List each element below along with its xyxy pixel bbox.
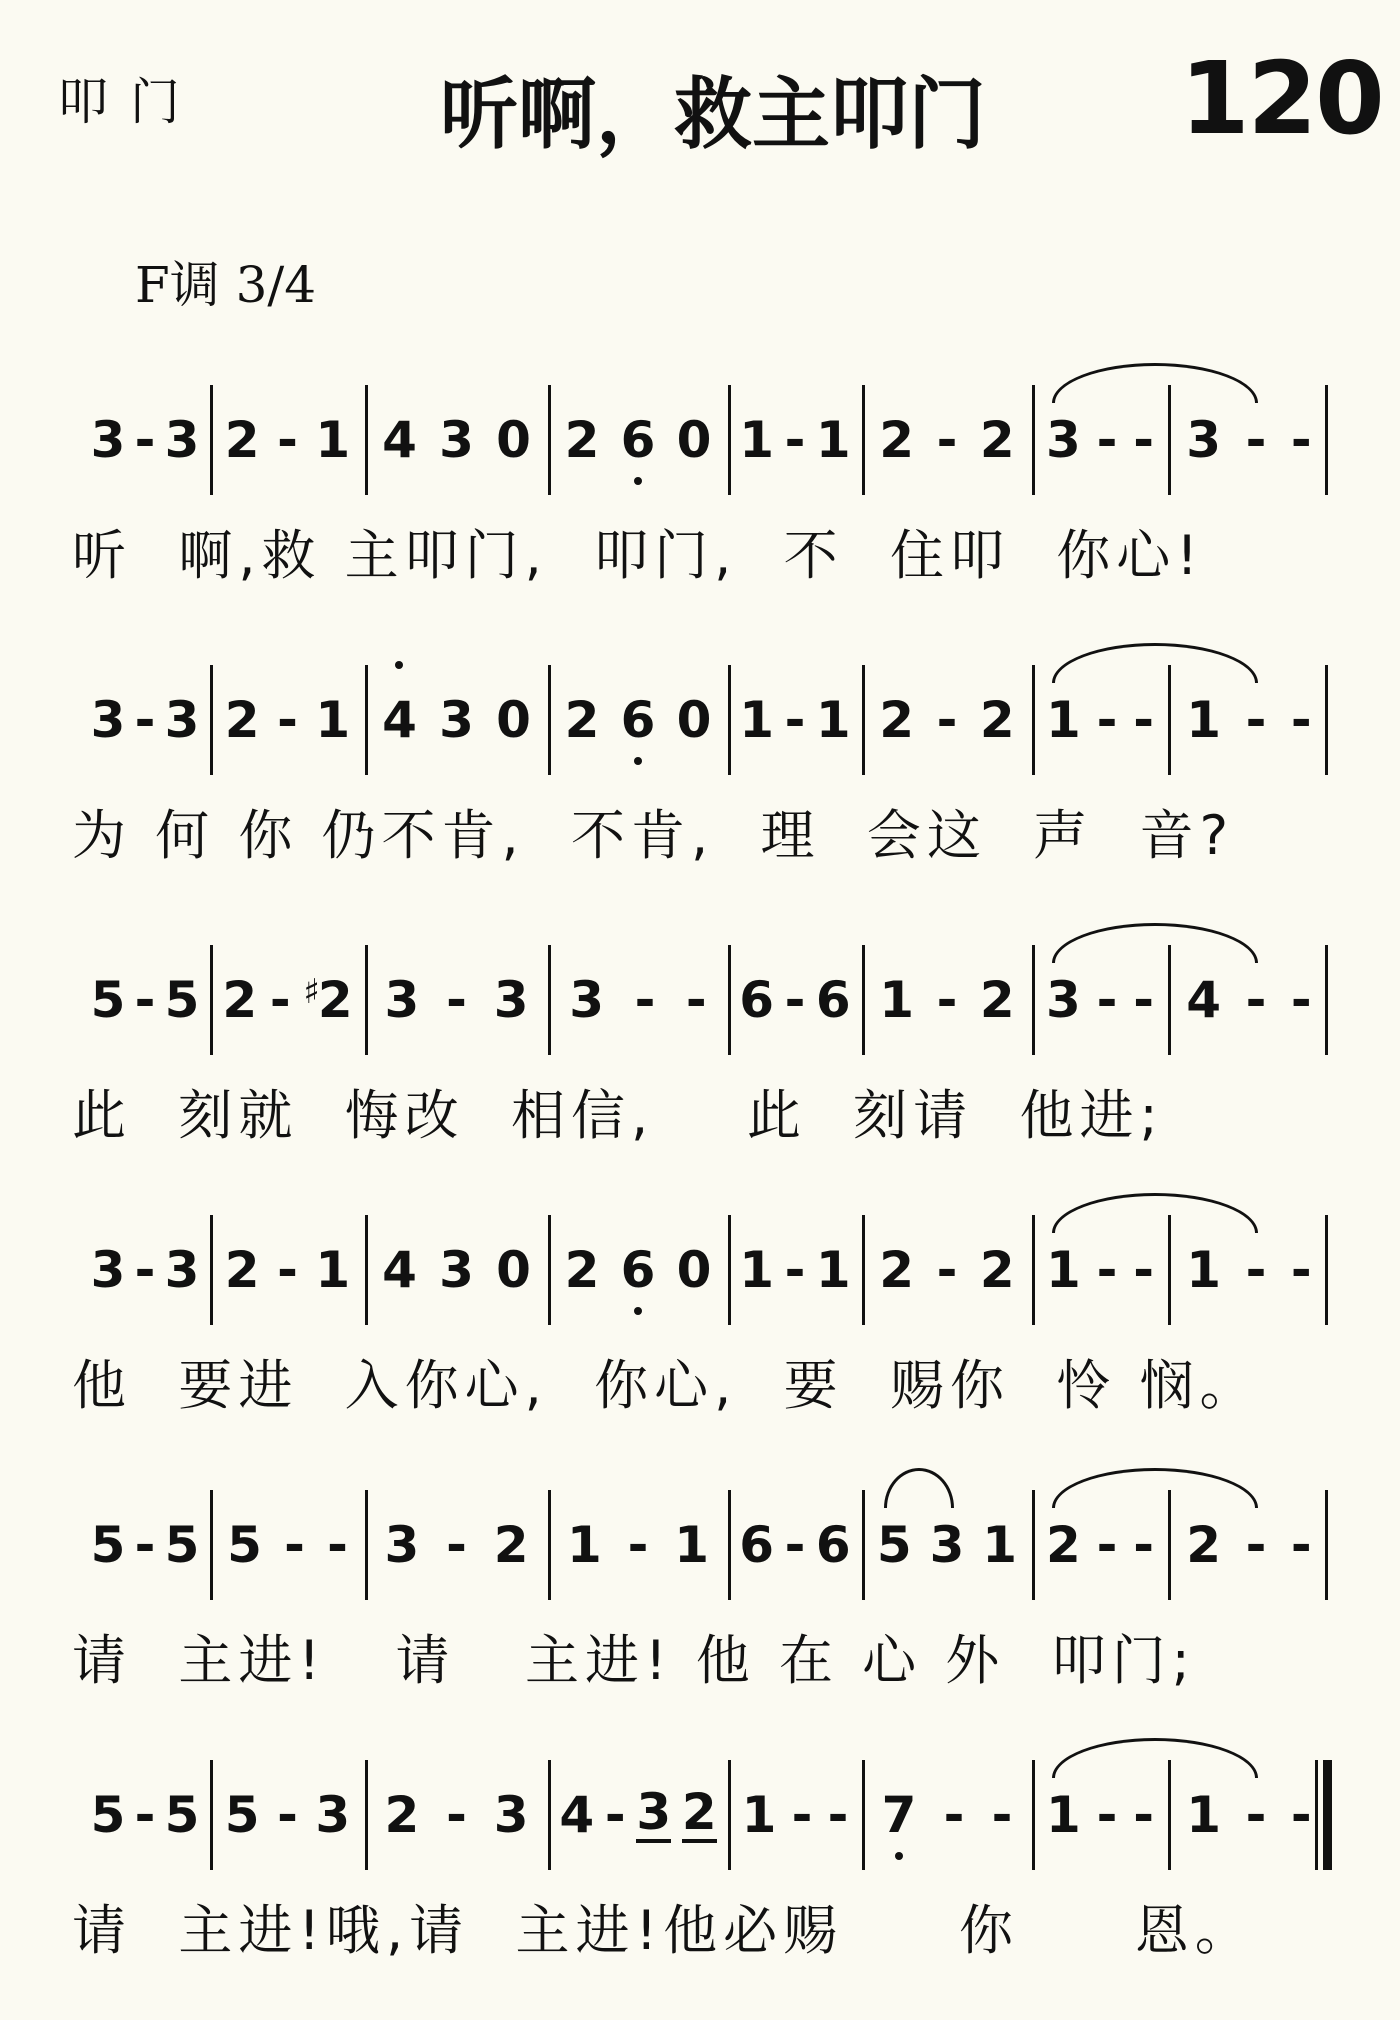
measure xyxy=(371,945,542,1055)
extension-dash: - xyxy=(936,1241,958,1299)
final-barline-thin xyxy=(1315,1760,1318,1870)
barline xyxy=(728,1215,731,1325)
measure xyxy=(371,665,542,775)
barline xyxy=(1032,1215,1035,1325)
note: 4 xyxy=(382,691,417,749)
barline xyxy=(365,945,368,1055)
extension-dash: - xyxy=(1096,1786,1118,1844)
note: 6 xyxy=(620,1241,656,1299)
lyrics-line: 听 啊,救 主叩门, 叩门, 不 住叩 你心! xyxy=(72,524,1204,587)
barline xyxy=(365,665,368,775)
note: 2 xyxy=(493,1516,529,1574)
note: 5 xyxy=(876,1516,912,1574)
extension-dash: - xyxy=(1096,411,1118,469)
extension-dash: - xyxy=(634,971,656,1029)
barline xyxy=(1325,1215,1328,1325)
barline xyxy=(365,1490,368,1600)
notation-line xyxy=(0,945,1400,1055)
barline xyxy=(862,665,865,775)
note: 5 xyxy=(227,1516,262,1574)
extension-dash: - xyxy=(784,691,806,749)
extension-dash: - xyxy=(784,971,806,1029)
note: 3 xyxy=(384,1516,420,1574)
barline xyxy=(1325,1490,1328,1600)
note: 5 xyxy=(90,1516,126,1574)
measure xyxy=(216,945,359,1055)
music-system xyxy=(0,1215,1400,1475)
notation-line xyxy=(0,1490,1400,1600)
music-system xyxy=(0,1490,1400,1750)
note: 2 xyxy=(879,1241,915,1299)
note: 3 xyxy=(439,1241,474,1299)
extension-dash: - xyxy=(784,1241,806,1299)
note: 6 xyxy=(815,1516,851,1574)
barline xyxy=(728,1490,731,1600)
extension-dash: - xyxy=(1096,1241,1118,1299)
note: 3 xyxy=(164,691,200,749)
extension-dash: - xyxy=(784,411,806,469)
note: 1 xyxy=(1186,1241,1222,1299)
measure xyxy=(734,1490,856,1600)
extension-dash: - xyxy=(277,411,298,469)
barline xyxy=(1032,385,1035,495)
measure xyxy=(216,385,359,495)
extension-dash: - xyxy=(446,1516,467,1574)
note: 5 xyxy=(90,1786,126,1844)
barline xyxy=(728,385,731,495)
note: 2 xyxy=(224,411,260,469)
hymn-category: 叩门 xyxy=(58,73,202,131)
extension-dash: - xyxy=(1290,411,1312,469)
barline xyxy=(548,665,551,775)
note: 6 xyxy=(739,1516,775,1574)
barline xyxy=(210,1760,213,1870)
extension-dash: - xyxy=(1133,1786,1155,1844)
extension-dash: - xyxy=(936,971,958,1029)
note: 2 xyxy=(979,411,1015,469)
extension-dash: - xyxy=(446,1786,467,1844)
note: 1 xyxy=(1186,691,1222,749)
final-barline-thick xyxy=(1323,1760,1332,1870)
barline xyxy=(210,665,213,775)
barline xyxy=(548,1490,551,1600)
tie-arc xyxy=(1052,643,1258,683)
extension-dash: - xyxy=(784,1516,806,1574)
extension-dash: - xyxy=(134,691,156,749)
note: 2 xyxy=(979,691,1015,749)
extension-dash: - xyxy=(1290,1516,1312,1574)
extension-dash: - xyxy=(1133,1241,1155,1299)
extension-dash: - xyxy=(1096,971,1118,1029)
barline xyxy=(1032,1490,1035,1600)
note: 1 xyxy=(1045,1786,1081,1844)
note: 1 xyxy=(739,691,775,749)
tie-arc xyxy=(1052,923,1258,963)
extension-dash: - xyxy=(1245,411,1267,469)
note: 2 xyxy=(384,1786,420,1844)
measure xyxy=(868,1760,1026,1870)
note: 3 xyxy=(315,1786,351,1844)
note: 4 xyxy=(1186,971,1222,1029)
note: 6 xyxy=(620,411,656,469)
extension-dash: - xyxy=(627,1516,649,1574)
note: 2 xyxy=(1045,1516,1081,1574)
barline xyxy=(365,1215,368,1325)
note: 2 xyxy=(879,691,915,749)
extension-dash: - xyxy=(134,411,156,469)
note: 2 xyxy=(564,1241,600,1299)
note: 1 xyxy=(1186,1786,1222,1844)
barline xyxy=(548,945,551,1055)
barline xyxy=(210,1490,213,1600)
measure xyxy=(868,665,1026,775)
note: 2 xyxy=(564,411,600,469)
note: 3 xyxy=(384,971,420,1029)
measure xyxy=(734,1215,856,1325)
measure xyxy=(554,665,722,775)
extension-dash: - xyxy=(604,1786,626,1844)
extension-dash: - xyxy=(277,1786,298,1844)
note: 2 xyxy=(222,971,258,1029)
lyrics-line: 他 要进 入你心, 你心, 要 赐你 怜 悯。 xyxy=(72,1354,1260,1417)
page-header xyxy=(0,0,1400,160)
note: 2 xyxy=(979,1241,1015,1299)
extension-dash: - xyxy=(277,691,298,749)
measure xyxy=(371,385,542,495)
measure xyxy=(868,385,1026,495)
note: 3 xyxy=(439,411,474,469)
note: 1 xyxy=(315,691,351,749)
note: 1 xyxy=(879,971,915,1029)
note: 2 xyxy=(979,971,1015,1029)
extension-dash: - xyxy=(1290,1241,1312,1299)
note: 1 xyxy=(674,1516,710,1574)
note: 3 xyxy=(164,411,200,469)
extension-dash: - xyxy=(1133,691,1155,749)
note: 1 xyxy=(815,691,851,749)
lyrics-line: 此 刻就 悔改 相信, 此 刻请 他进; xyxy=(72,1084,1164,1147)
note: 1 xyxy=(982,1516,1018,1574)
extension-dash: - xyxy=(1133,971,1155,1029)
note: 5 xyxy=(224,1786,260,1844)
barline xyxy=(862,1490,865,1600)
note: 1 xyxy=(815,1241,851,1299)
barline xyxy=(548,1760,551,1870)
measure xyxy=(86,665,204,775)
barline xyxy=(210,1215,213,1325)
extension-dash: - xyxy=(1133,1516,1155,1574)
note: 2 xyxy=(564,691,600,749)
note: 1 xyxy=(566,1516,602,1574)
note: 3 xyxy=(1045,411,1081,469)
notation-line xyxy=(0,385,1400,495)
measure xyxy=(554,1760,722,1870)
note: 5 xyxy=(164,971,200,1029)
measure xyxy=(868,1215,1026,1325)
extension-dash: - xyxy=(943,1786,965,1844)
note: 4 xyxy=(382,411,417,469)
note: 1 xyxy=(1045,1241,1081,1299)
measure xyxy=(216,1215,359,1325)
extension-dash: - xyxy=(1290,971,1312,1029)
hymn-number: 120 xyxy=(1180,40,1383,157)
rest: 0 xyxy=(496,411,531,469)
rest: 0 xyxy=(676,411,712,469)
notation-line xyxy=(0,1760,1400,1870)
barline xyxy=(1032,945,1035,1055)
extension-dash: - xyxy=(1290,691,1312,749)
lyrics-line: 请 主进!哦,请 主进!他必赐 你 恩。 xyxy=(72,1899,1255,1962)
extension-dash: - xyxy=(269,971,291,1029)
note: 5 xyxy=(164,1516,200,1574)
note: 2 xyxy=(224,1241,260,1299)
measure xyxy=(86,945,204,1055)
extension-dash: - xyxy=(446,971,467,1029)
lyrics-line: 为 何 你 仍不肯, 不肯, 理 会这 声 音? xyxy=(72,804,1235,867)
measure xyxy=(734,945,856,1055)
barline xyxy=(862,385,865,495)
extension-dash: - xyxy=(1096,1516,1118,1574)
measure xyxy=(734,385,856,495)
note: 3 xyxy=(1045,971,1081,1029)
barline xyxy=(210,385,213,495)
note: 3 xyxy=(493,1786,529,1844)
note: 1 xyxy=(1045,691,1081,749)
extension-dash: - xyxy=(791,1786,813,1844)
measure xyxy=(86,1760,204,1870)
extension-dash: - xyxy=(1245,1241,1267,1299)
barline xyxy=(548,1215,551,1325)
measure xyxy=(371,1760,542,1870)
note: 4 xyxy=(559,1786,595,1844)
barline xyxy=(365,385,368,495)
measure xyxy=(86,1215,204,1325)
rest: 0 xyxy=(496,691,531,749)
extension-dash: - xyxy=(1290,1786,1312,1844)
extension-dash: - xyxy=(284,1516,305,1574)
note: 6 xyxy=(620,691,656,749)
barline xyxy=(728,945,731,1055)
note: 6 xyxy=(815,971,851,1029)
barline xyxy=(1325,665,1328,775)
extension-dash: - xyxy=(1245,971,1267,1029)
barline xyxy=(1032,1760,1035,1870)
note: 3 xyxy=(636,1783,672,1841)
tie-arc xyxy=(1052,363,1258,403)
extension-dash: - xyxy=(1133,411,1155,469)
note: 1 xyxy=(741,1786,777,1844)
measure xyxy=(86,385,204,495)
extension-dash: - xyxy=(1245,691,1267,749)
measure xyxy=(554,385,722,495)
barline xyxy=(210,945,213,1055)
note: 1 xyxy=(315,1241,351,1299)
note: 3 xyxy=(439,691,474,749)
extension-dash: - xyxy=(277,1241,298,1299)
extension-dash: - xyxy=(685,971,707,1029)
measure xyxy=(554,1490,722,1600)
note: 2 xyxy=(879,411,915,469)
note: 1 xyxy=(739,1241,775,1299)
extension-dash: - xyxy=(327,1516,348,1574)
hymn-title: 听啊，救主叩门 xyxy=(440,70,987,160)
note: 7 xyxy=(881,1786,917,1844)
notation-line xyxy=(0,665,1400,775)
barline xyxy=(1325,945,1328,1055)
note: 1 xyxy=(739,411,775,469)
rest: 0 xyxy=(496,1241,531,1299)
rest: 0 xyxy=(676,1241,712,1299)
extension-dash: - xyxy=(1096,691,1118,749)
extension-dash: - xyxy=(936,691,958,749)
barline xyxy=(1325,385,1328,495)
measure xyxy=(216,665,359,775)
note: 3 xyxy=(90,691,126,749)
barline xyxy=(1032,665,1035,775)
barline xyxy=(728,1760,731,1870)
note: ♯2 xyxy=(303,971,353,1029)
note: 3 xyxy=(90,1241,126,1299)
measure xyxy=(554,1215,722,1325)
note: 3 xyxy=(493,971,529,1029)
extension-dash: - xyxy=(1245,1786,1267,1844)
music-system xyxy=(0,945,1400,1205)
extension-dash: - xyxy=(827,1786,849,1844)
measure xyxy=(371,1490,542,1600)
note: 2 xyxy=(224,691,260,749)
measure xyxy=(86,1490,204,1600)
measure xyxy=(868,945,1026,1055)
music-system xyxy=(0,1760,1400,2020)
measure xyxy=(371,1215,542,1325)
barline xyxy=(862,1215,865,1325)
extension-dash: - xyxy=(134,1786,156,1844)
sharp-icon: ♯ xyxy=(303,972,320,1012)
barline xyxy=(862,1760,865,1870)
note: 3 xyxy=(164,1241,200,1299)
music-system xyxy=(0,665,1400,925)
extension-dash: - xyxy=(134,1516,156,1574)
measure xyxy=(734,1760,856,1870)
extension-dash: - xyxy=(1245,1516,1267,1574)
notation-line xyxy=(0,1215,1400,1325)
note: 1 xyxy=(315,411,351,469)
barline xyxy=(728,665,731,775)
note: 1 xyxy=(815,411,851,469)
music-system xyxy=(0,385,1400,645)
rest: 0 xyxy=(676,691,712,749)
lyrics-line: 请 主进! 请 主进! 他 在 心 外 叩门; xyxy=(72,1629,1196,1692)
extension-dash: - xyxy=(936,411,958,469)
note: 3 xyxy=(90,411,126,469)
barline xyxy=(548,385,551,495)
note: 6 xyxy=(739,971,775,1029)
note: 3 xyxy=(1186,411,1222,469)
measure xyxy=(734,665,856,775)
measure xyxy=(554,945,722,1055)
note: 3 xyxy=(569,971,605,1029)
extension-dash: - xyxy=(134,971,156,1029)
note: 5 xyxy=(164,1786,200,1844)
note: 2 xyxy=(1186,1516,1222,1574)
extension-dash: - xyxy=(991,1786,1013,1844)
extension-dash: - xyxy=(134,1241,156,1299)
note: 4 xyxy=(382,1241,417,1299)
note: 3 xyxy=(929,1516,965,1574)
key-time-signature: F调 3/4 xyxy=(135,256,317,314)
note: 5 xyxy=(90,971,126,1029)
measure xyxy=(216,1490,359,1600)
barline xyxy=(862,945,865,1055)
measure xyxy=(216,1760,359,1870)
barline xyxy=(365,1760,368,1870)
note: 2 xyxy=(681,1783,717,1841)
